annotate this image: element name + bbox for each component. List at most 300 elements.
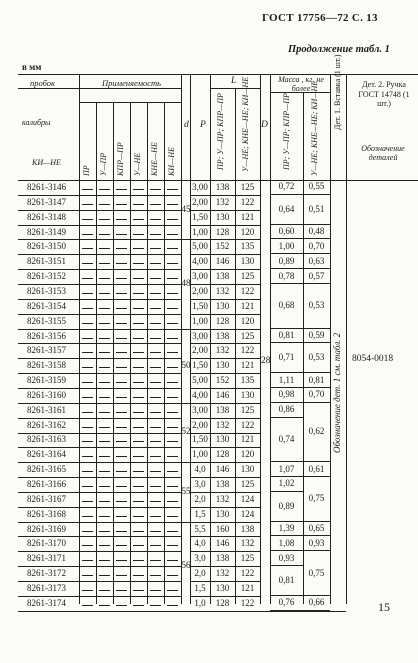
l1-value: 152 bbox=[215, 241, 230, 252]
p-row-line bbox=[190, 581, 260, 582]
applicability-dash bbox=[99, 278, 110, 279]
applicability-dash bbox=[167, 560, 178, 561]
row-line bbox=[18, 418, 181, 419]
applicability-divider bbox=[130, 102, 131, 604]
applicability-dash bbox=[99, 531, 110, 532]
applicability-dash bbox=[82, 456, 93, 457]
p-value: 5,5 bbox=[194, 523, 206, 534]
row-line bbox=[18, 551, 181, 552]
mass-pr-value: 1,02 bbox=[278, 478, 295, 489]
applicability-dash bbox=[116, 412, 127, 413]
p-row-line bbox=[190, 329, 260, 330]
applicability-dash bbox=[167, 456, 178, 457]
row-line bbox=[18, 195, 181, 196]
p-value: 3,0 bbox=[194, 479, 206, 489]
mass-ne-value: 0,57 bbox=[308, 270, 325, 281]
applicability-dash bbox=[167, 293, 178, 294]
mass-ne-value-line bbox=[303, 535, 330, 536]
applicability-dash bbox=[167, 471, 178, 472]
p-value: 1,00 bbox=[192, 226, 208, 237]
l2-value: 130 bbox=[240, 464, 255, 475]
l1-value: 130 bbox=[215, 300, 230, 311]
applicability-dash bbox=[133, 352, 144, 353]
row-code: 8261-3169 bbox=[27, 523, 66, 534]
applicability-dash bbox=[133, 605, 144, 606]
row-line bbox=[18, 343, 181, 344]
mass-pr-value-line bbox=[270, 535, 303, 536]
applicability-dash bbox=[116, 293, 127, 294]
p-row-line bbox=[190, 373, 260, 374]
mass-pr-value: 1,08 bbox=[278, 537, 295, 548]
row-code: 8261-3153 bbox=[27, 285, 66, 296]
l2-value: 138 bbox=[240, 523, 255, 534]
l2-value: 120 bbox=[240, 449, 255, 460]
applicability-dash bbox=[133, 501, 144, 502]
l2-value: 122 bbox=[240, 196, 255, 207]
p-value: 1,50 bbox=[192, 300, 208, 311]
l1-value: 152 bbox=[215, 375, 230, 385]
applicability-dash bbox=[99, 545, 110, 546]
mass-pr-value-line bbox=[270, 550, 303, 551]
l1-value: 128 bbox=[215, 597, 230, 608]
table-bottom-line bbox=[18, 611, 346, 612]
applicability-dash bbox=[150, 367, 161, 368]
applicability-dash bbox=[82, 338, 93, 339]
applicability-dash bbox=[116, 278, 127, 279]
p-row-line bbox=[190, 254, 260, 255]
mass-ne-value-line bbox=[303, 268, 330, 269]
mass-ne-value: 0,93 bbox=[308, 537, 325, 548]
mass-pr-value-line bbox=[270, 194, 303, 195]
applicability-dash bbox=[150, 234, 161, 235]
mass-ne-value-line bbox=[303, 194, 330, 195]
row-code: 8261-3172 bbox=[27, 568, 66, 579]
applicability-col-3: У—НЕ bbox=[133, 152, 142, 176]
unit-label: в мм bbox=[22, 62, 42, 72]
mass-ne-value-line bbox=[303, 342, 330, 343]
mass-pr-value: 0,98 bbox=[278, 389, 295, 400]
applicability-dash bbox=[116, 189, 127, 190]
p-row-line bbox=[190, 388, 260, 389]
l2-value: 125 bbox=[240, 479, 255, 489]
row-line bbox=[18, 433, 181, 434]
mass-pr-value: 0,89 bbox=[278, 500, 295, 511]
l2-value: 125 bbox=[240, 271, 255, 282]
applicability-dash bbox=[82, 590, 93, 591]
applicability-dash bbox=[150, 278, 161, 279]
mass-pr-value-line bbox=[270, 461, 303, 462]
mass-pr-value-line bbox=[270, 238, 303, 239]
mass-pr-value-line bbox=[270, 372, 303, 373]
applicability-dash bbox=[116, 263, 127, 264]
applicability-dash bbox=[133, 456, 144, 457]
p-value: 5,00 bbox=[192, 375, 208, 385]
row-line bbox=[18, 299, 181, 300]
l1-value: 130 bbox=[215, 508, 230, 519]
applicability-dash bbox=[116, 575, 127, 576]
applicability-dash bbox=[150, 219, 161, 220]
l1-value: 138 bbox=[215, 404, 230, 415]
applicability-divider bbox=[164, 102, 165, 604]
mass-pr-value-line bbox=[270, 253, 303, 254]
applicability-dash bbox=[116, 427, 127, 428]
applicability-dash bbox=[82, 412, 93, 413]
mass-sub-ne: У—НЕ; КНЕ—НЕ; КИ—НЕ bbox=[310, 80, 319, 176]
l2-value: 130 bbox=[240, 256, 255, 267]
mass-pr-value-line bbox=[270, 417, 303, 418]
p-row-line bbox=[190, 433, 260, 434]
applicability-dash bbox=[82, 189, 93, 190]
applicability-dash bbox=[99, 382, 110, 383]
applicability-col-0: ПР bbox=[82, 165, 91, 176]
applicability-dash bbox=[167, 263, 178, 264]
mass-pr-value-line bbox=[270, 476, 303, 477]
mass-ne-value: 0,53 bbox=[308, 300, 325, 311]
applicability-dash bbox=[133, 367, 144, 368]
p-value: 2,00 bbox=[192, 285, 208, 296]
applicability-dash bbox=[133, 545, 144, 546]
applicability-divider bbox=[113, 102, 114, 604]
applicability-divider bbox=[96, 102, 97, 604]
l2-value: 121 bbox=[240, 360, 255, 371]
l2-value: 125 bbox=[240, 182, 255, 192]
applicability-dash bbox=[116, 531, 127, 532]
applicability-dash bbox=[99, 575, 110, 576]
applicability-dash bbox=[150, 456, 161, 457]
p-row-line bbox=[190, 343, 260, 344]
row-code: 8261-3159 bbox=[27, 375, 66, 385]
l2-value: 135 bbox=[240, 375, 255, 385]
mass-ne-value: 0,61 bbox=[308, 463, 325, 474]
l2-value: 135 bbox=[240, 241, 255, 252]
row-line bbox=[18, 269, 181, 270]
applicability-dash bbox=[116, 501, 127, 502]
row-code: 8261-3163 bbox=[27, 434, 66, 445]
l1-value: 130 bbox=[215, 583, 230, 593]
l-sub-pr: ПР; У—ПР; КПР—ПР bbox=[216, 93, 225, 170]
mass-ne-value-line bbox=[303, 372, 330, 373]
applicability-dash bbox=[82, 560, 93, 561]
row-code: 8261-3149 bbox=[27, 226, 66, 237]
mass-ne-value-line bbox=[303, 595, 330, 596]
p-value: 2,00 bbox=[192, 196, 208, 207]
applicability-dash bbox=[99, 338, 110, 339]
p-row-line bbox=[190, 507, 260, 508]
mass-pr-value-line bbox=[270, 595, 303, 596]
applicability-dash bbox=[99, 441, 110, 442]
applicability-dash bbox=[116, 545, 127, 546]
applicability-dash bbox=[167, 397, 178, 398]
p-row-line bbox=[190, 492, 260, 493]
applicability-dash bbox=[167, 219, 178, 220]
applicability-dash bbox=[150, 471, 161, 472]
row-code: 8261-3167 bbox=[27, 493, 66, 504]
p-value: 2,00 bbox=[192, 345, 208, 356]
mass-pr-value: 0,78 bbox=[278, 270, 295, 281]
l2-value: 120 bbox=[240, 315, 255, 326]
applicability-dash bbox=[116, 516, 127, 517]
applicability-dash bbox=[133, 293, 144, 294]
row-line bbox=[18, 536, 181, 537]
applicability-dash bbox=[133, 516, 144, 517]
p-value: 4,00 bbox=[192, 256, 208, 267]
row-code: 8261-3152 bbox=[27, 271, 66, 282]
l2-value: 125 bbox=[240, 404, 255, 415]
table-continuation: Продолжение табл. 1 bbox=[288, 44, 390, 55]
mass-ne-value-line bbox=[303, 238, 330, 239]
applicability-dash bbox=[150, 293, 161, 294]
row-code: 8261-3155 bbox=[27, 315, 66, 326]
applicability-dash bbox=[167, 575, 178, 576]
applicability-dash bbox=[116, 382, 127, 383]
row-line bbox=[18, 492, 181, 493]
applicability-dash bbox=[116, 338, 127, 339]
applicability-dash bbox=[133, 382, 144, 383]
p-row-line bbox=[190, 299, 260, 300]
p-value: 4,00 bbox=[192, 389, 208, 400]
l1-value: 138 bbox=[215, 271, 230, 282]
detail-note: Обозначение дет. 1 см. табл. 2 bbox=[332, 332, 342, 453]
mass-pr-value-line bbox=[270, 521, 303, 522]
p-value: 1,50 bbox=[192, 211, 208, 222]
l2-value: 124 bbox=[240, 508, 255, 519]
row-code: 8261-3171 bbox=[27, 553, 66, 564]
applicability-dash bbox=[133, 248, 144, 249]
l2-value: 121 bbox=[240, 300, 255, 311]
mass-ne-value: 0,62 bbox=[308, 426, 325, 437]
applicability-dash bbox=[133, 412, 144, 413]
ki-ne-label: КИ—НЕ bbox=[32, 158, 61, 167]
applicability-dash bbox=[99, 605, 110, 606]
applicability-dash bbox=[167, 486, 178, 487]
mass-pr-value-line bbox=[270, 328, 303, 329]
mass-pr-value-line bbox=[270, 268, 303, 269]
applicability-dash bbox=[133, 486, 144, 487]
row-line bbox=[18, 314, 181, 315]
row-line bbox=[18, 566, 181, 567]
l1-value: 146 bbox=[215, 538, 230, 549]
d-group-line bbox=[181, 403, 190, 404]
applicability-dash bbox=[116, 471, 127, 472]
applicability-dash bbox=[167, 278, 178, 279]
mass-ne-value-line bbox=[303, 521, 330, 522]
row-code: 8261-3162 bbox=[27, 419, 66, 430]
l1-value: 130 bbox=[215, 434, 230, 445]
mass-ne-value: 0,55 bbox=[308, 181, 325, 192]
det2-label: Дет. 2. Ручка ГОСТ 14748 (1 шт.) bbox=[358, 80, 410, 108]
p-value: 3,00 bbox=[192, 182, 208, 192]
applicability-dash bbox=[116, 441, 127, 442]
applicability-dash bbox=[150, 605, 161, 606]
applicability-dash bbox=[99, 486, 110, 487]
row-line bbox=[18, 507, 181, 508]
mass-pr-value-line bbox=[270, 491, 303, 492]
applicability-dash bbox=[82, 367, 93, 368]
l2-value: 124 bbox=[240, 493, 255, 504]
row-line bbox=[18, 329, 181, 330]
applicability-dash bbox=[167, 204, 178, 205]
mass-pr-value-line bbox=[270, 283, 303, 284]
handle-code: 8054-0018 bbox=[352, 354, 394, 364]
applicability-dash bbox=[167, 382, 178, 383]
applicability-dash bbox=[116, 204, 127, 205]
applicability-dash bbox=[150, 531, 161, 532]
row-code: 8261-3147 bbox=[27, 196, 66, 207]
l2-value: 122 bbox=[240, 285, 255, 296]
row-line bbox=[18, 254, 181, 255]
mass-pr-value: 0,93 bbox=[278, 552, 295, 563]
mass-ne-value: 0,59 bbox=[308, 329, 325, 340]
applicability-dash bbox=[82, 605, 93, 606]
l1-value: 132 bbox=[215, 568, 230, 579]
applicability-dash bbox=[99, 367, 110, 368]
applicability-dash bbox=[167, 189, 178, 190]
mass-ne-value: 0,48 bbox=[308, 226, 325, 236]
applicability-dash bbox=[167, 234, 178, 235]
p-row-line bbox=[190, 210, 260, 211]
mass-ne-value-line bbox=[303, 476, 330, 477]
mass-ne-value-line bbox=[303, 550, 330, 551]
applicability-dash bbox=[99, 471, 110, 472]
l1-value: 146 bbox=[215, 256, 230, 267]
p-row-line bbox=[190, 358, 260, 359]
l2-value: 125 bbox=[240, 330, 255, 341]
applicability-dash bbox=[133, 189, 144, 190]
l1-value: 138 bbox=[215, 479, 230, 489]
d-value: 45 bbox=[181, 203, 191, 214]
applicability-dash bbox=[99, 263, 110, 264]
mass-pr-value-line bbox=[270, 402, 303, 403]
applicability-dash bbox=[116, 308, 127, 309]
l2-value: 122 bbox=[240, 597, 255, 608]
det1-label: Дет. 1. Вставка (1 шт.) bbox=[333, 54, 342, 130]
mass-pr-value: 0,76 bbox=[278, 597, 295, 608]
l1-value: 128 bbox=[215, 226, 230, 237]
applicability-dash bbox=[99, 560, 110, 561]
applicability-dash bbox=[133, 219, 144, 220]
row-code: 8261-3173 bbox=[27, 583, 66, 593]
mass-pr-value: 1,11 bbox=[278, 374, 295, 385]
applicability-dash bbox=[116, 560, 127, 561]
applicability-dash bbox=[133, 323, 144, 324]
applicability-dash bbox=[99, 248, 110, 249]
p-row-line bbox=[190, 418, 260, 419]
l1-value: 128 bbox=[215, 315, 230, 326]
applicability-dash bbox=[116, 219, 127, 220]
applicability-dash bbox=[150, 575, 161, 576]
applicability-dash bbox=[150, 427, 161, 428]
applicability-dash bbox=[133, 427, 144, 428]
mass-ne-value-line bbox=[303, 461, 330, 462]
mass-ne-value: 0,70 bbox=[308, 389, 325, 400]
p-row-line bbox=[190, 269, 260, 270]
p-value: 1,00 bbox=[192, 315, 208, 326]
applicability-dash bbox=[116, 397, 127, 398]
mass-pr-value: 0,60 bbox=[278, 226, 295, 236]
l1-value: 132 bbox=[215, 196, 230, 207]
l1-value: 146 bbox=[215, 389, 230, 400]
row-line bbox=[18, 447, 181, 448]
d-value: 52 bbox=[181, 426, 191, 437]
applicability-dash bbox=[167, 412, 178, 413]
applicability-col-2: КПР—ПР bbox=[116, 142, 125, 176]
mass-ne-value-line bbox=[303, 402, 330, 403]
applicability-dash bbox=[167, 367, 178, 368]
applicability-dash bbox=[116, 590, 127, 591]
mass-ne-value: 0,53 bbox=[308, 352, 325, 363]
row-code: 8261-3154 bbox=[27, 300, 66, 311]
applicability-dash bbox=[99, 427, 110, 428]
applicability-dash bbox=[150, 486, 161, 487]
applicability-dash bbox=[99, 219, 110, 220]
applicability-dash bbox=[150, 352, 161, 353]
l2-value: 132 bbox=[240, 538, 255, 549]
applicability-dash bbox=[82, 248, 93, 249]
row-line bbox=[18, 462, 181, 463]
d-merged-value: 28 bbox=[261, 356, 271, 366]
p-row-line bbox=[190, 225, 260, 226]
l-sub-ne: У—НЕ; КНЕ—НЕ; КИ—НЕ bbox=[241, 76, 250, 172]
applicability-dash bbox=[150, 397, 161, 398]
applicability-dash bbox=[82, 308, 93, 309]
row-code: 8261-3174 bbox=[27, 597, 66, 608]
l2-value: 122 bbox=[240, 568, 255, 579]
p-value: 3,0 bbox=[194, 553, 206, 564]
applicability-dash bbox=[116, 234, 127, 235]
mass-pr-value: 0,89 bbox=[278, 255, 295, 266]
applicability-dash bbox=[82, 263, 93, 264]
p-value: 2,00 bbox=[192, 419, 208, 430]
applicability-dash bbox=[133, 397, 144, 398]
plugs-label: пробок bbox=[30, 78, 56, 88]
applicability-dash bbox=[82, 427, 93, 428]
l2-value: 125 bbox=[240, 553, 255, 564]
applicability-dash bbox=[167, 545, 178, 546]
standard-header: ГОСТ 17756—72 С. 13 bbox=[262, 12, 378, 24]
mass-pr-value-line bbox=[270, 342, 303, 343]
applicability-dash bbox=[99, 397, 110, 398]
d-col-label: d bbox=[184, 120, 189, 130]
applicability-dash bbox=[133, 278, 144, 279]
p-row-line bbox=[190, 536, 260, 537]
p-value: 3,00 bbox=[192, 404, 208, 415]
applicability-dash bbox=[150, 338, 161, 339]
mass-pr-value: 1,00 bbox=[278, 240, 295, 251]
mass-pr-value: 0,64 bbox=[278, 203, 295, 214]
mass-ne-value-line bbox=[303, 387, 330, 388]
applicability-dash bbox=[167, 352, 178, 353]
applicability-dash bbox=[167, 338, 178, 339]
applicability-dash bbox=[82, 575, 93, 576]
d-value: 48 bbox=[181, 277, 191, 288]
applicability-dash bbox=[99, 501, 110, 502]
applicability-dash bbox=[99, 352, 110, 353]
p-value: 3,00 bbox=[192, 271, 208, 282]
row-line bbox=[18, 373, 181, 374]
l2-value: 120 bbox=[240, 226, 255, 237]
page-number: 15 bbox=[378, 600, 390, 614]
l1-value: 132 bbox=[215, 345, 230, 356]
applicability-dash bbox=[133, 338, 144, 339]
applicability-dash bbox=[99, 189, 110, 190]
applicability-dash bbox=[167, 501, 178, 502]
applicability-dash bbox=[82, 382, 93, 383]
row-line bbox=[18, 358, 181, 359]
mass-pr-value-line bbox=[270, 387, 303, 388]
p-value: 2,0 bbox=[194, 493, 206, 504]
row-line bbox=[18, 210, 181, 211]
applicability-dash bbox=[133, 471, 144, 472]
